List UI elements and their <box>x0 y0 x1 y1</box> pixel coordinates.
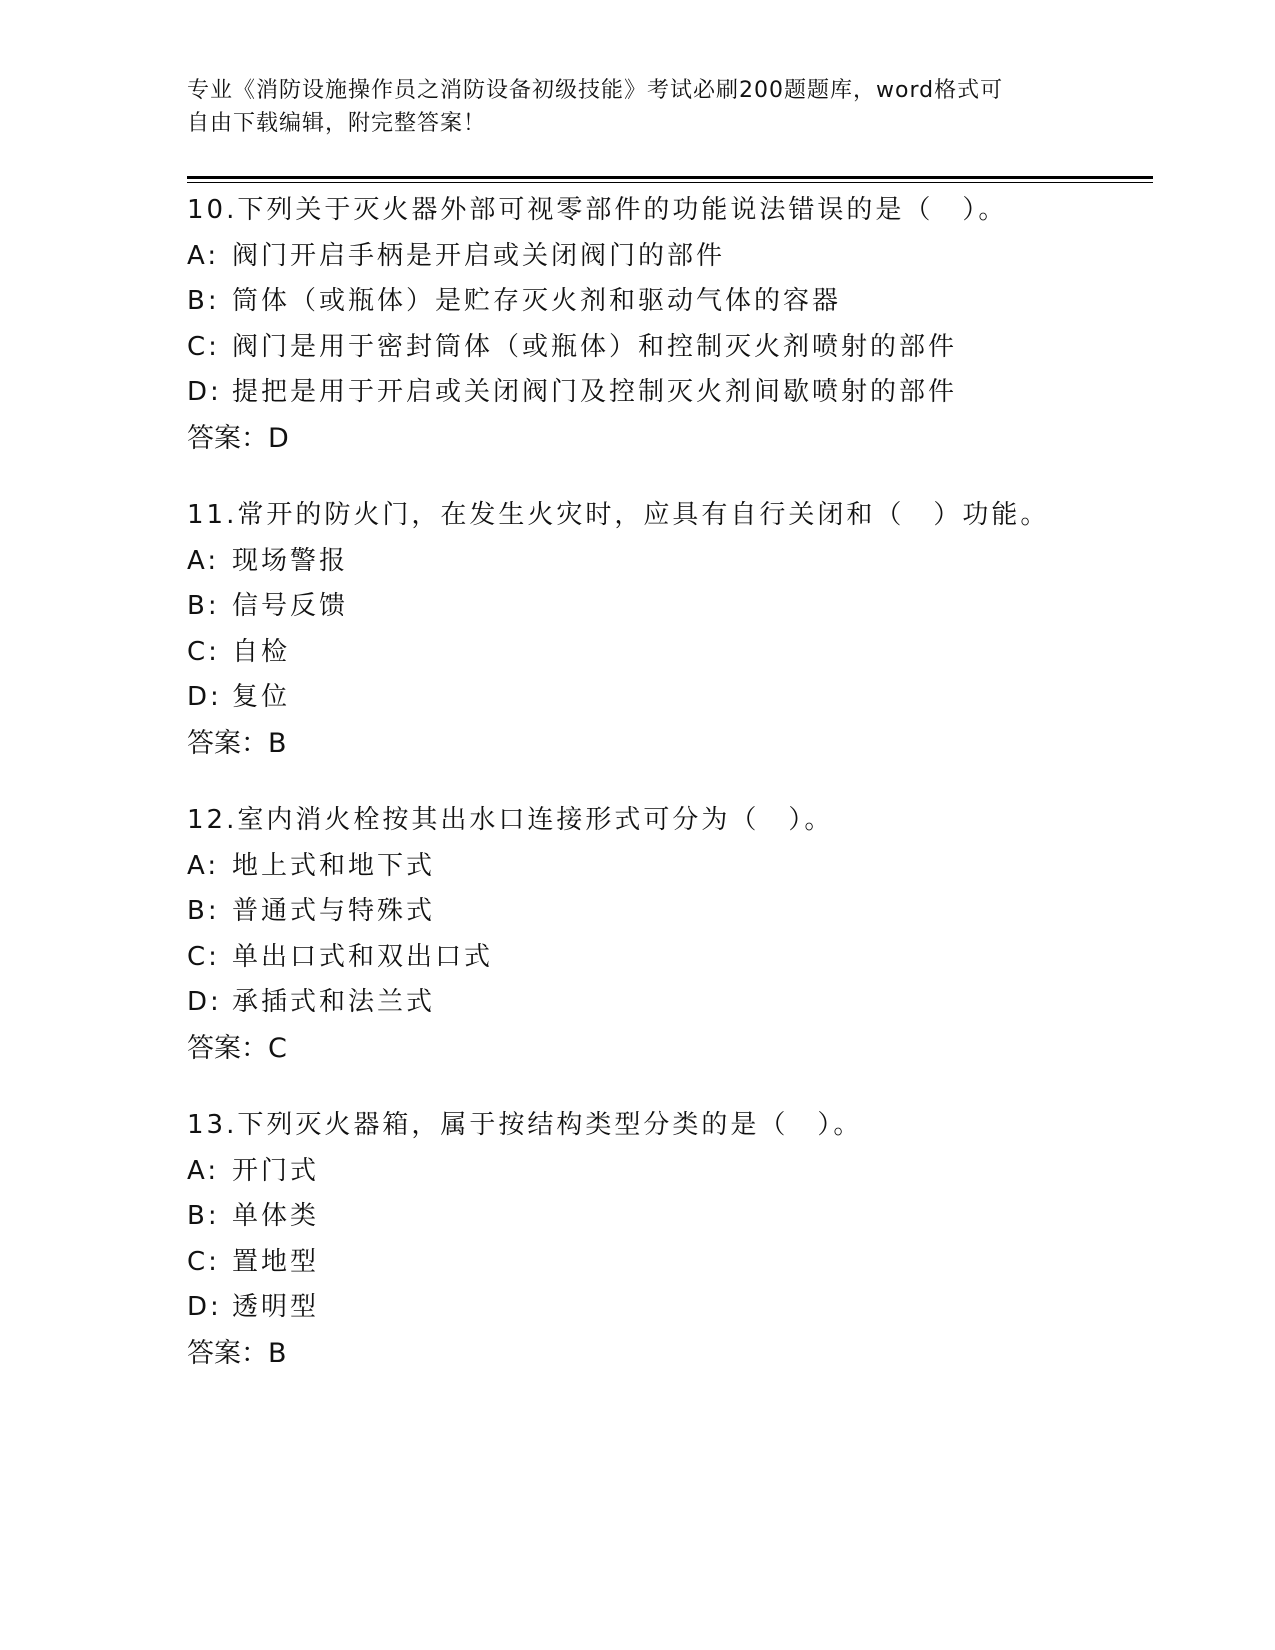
option-text: 地上式和地下式 <box>232 850 436 881</box>
header-divider-thin <box>187 182 1153 183</box>
option-text: 承插式和法兰式 <box>232 987 436 1017</box>
option-text: 信号反馈 <box>232 591 349 621</box>
answer-line: 答案：D <box>187 422 289 454</box>
option-a <box>187 539 1153 585</box>
option-text: 普通式与特殊式 <box>232 896 436 926</box>
option-letter: C: <box>187 636 220 667</box>
option-letter: D: <box>187 1292 222 1322</box>
answer-line: 答案：B <box>187 1337 287 1369</box>
header-line-1: 专业《消防设施操作员之消防设备初级技能》考试必刷200题题库，word格式可 <box>187 78 1004 103</box>
option-text: 复位 <box>232 682 291 712</box>
option-c <box>187 325 1153 371</box>
document-header <box>187 74 1087 140</box>
option-text: 置地型 <box>232 1246 320 1277</box>
option-a <box>187 1149 1153 1195</box>
option-d <box>187 675 1153 721</box>
option-text: 单出口式和双出口式 <box>232 941 494 972</box>
question-block <box>187 493 1153 766</box>
question-stem: 12.室内消火栓按其出水口连接形式可分为（ ）。 <box>187 805 834 835</box>
option-text: 自检 <box>232 636 291 667</box>
option-text: 单体类 <box>232 1201 320 1231</box>
option-b <box>187 889 1153 935</box>
option-d <box>187 980 1153 1026</box>
option-c <box>187 1240 1153 1286</box>
header-divider-thick <box>187 176 1153 179</box>
option-text: 透明型 <box>232 1292 320 1322</box>
option-letter: A: <box>187 1155 220 1186</box>
option-letter: A: <box>187 240 220 271</box>
option-letter: A: <box>187 850 220 881</box>
option-letter: B: <box>187 1201 220 1231</box>
option-text: 筒体（或瓶体）是贮存灭火剂和驱动气体的容器 <box>232 286 842 316</box>
option-letter: A: <box>187 545 220 576</box>
option-text: 阀门开启手柄是开启或关闭阀门的部件 <box>232 240 726 271</box>
header-line-2: 自由下载编辑，附完整答案！ <box>187 111 487 136</box>
answer-line: 答案：B <box>187 727 287 759</box>
option-text: 提把是用于开启或关闭阀门及控制灭火剂间歇喷射的部件 <box>232 377 958 407</box>
option-letter: B: <box>187 591 220 621</box>
option-letter: C: <box>187 331 220 362</box>
option-b <box>187 1194 1153 1240</box>
option-d <box>187 1285 1153 1331</box>
option-letter: B: <box>187 896 220 926</box>
option-text: 开门式 <box>232 1155 320 1186</box>
option-letter: C: <box>187 941 220 972</box>
option-letter: D: <box>187 987 222 1017</box>
option-letter: C: <box>187 1246 220 1277</box>
question-stem: 11.常开的防火门，在发生火灾时，应具有自行关闭和（ ）功能。 <box>187 500 1050 530</box>
option-letter: B: <box>187 286 220 316</box>
option-text: 阀门是用于密封筒体（或瓶体）和控制灭火剂喷射的部件 <box>232 331 958 362</box>
option-a <box>187 234 1153 280</box>
question-block <box>187 1103 1153 1376</box>
option-b <box>187 584 1153 630</box>
option-letter: D: <box>187 377 222 407</box>
option-a <box>187 844 1153 890</box>
answer-line: 答案：C <box>187 1032 287 1064</box>
question-stem: 13.下列灭火器箱，属于按结构类型分类的是（ ）。 <box>187 1110 863 1140</box>
question-block <box>187 798 1153 1071</box>
option-d <box>187 370 1153 416</box>
option-c <box>187 935 1153 981</box>
option-b <box>187 279 1153 325</box>
option-letter: D: <box>187 682 222 712</box>
option-c <box>187 630 1153 676</box>
question-list <box>187 188 1153 1408</box>
option-text: 现场警报 <box>232 545 349 576</box>
question-block <box>187 188 1153 461</box>
question-stem: 10.下列关于灭火器外部可视零部件的功能说法错误的是（ ）。 <box>187 195 1008 225</box>
